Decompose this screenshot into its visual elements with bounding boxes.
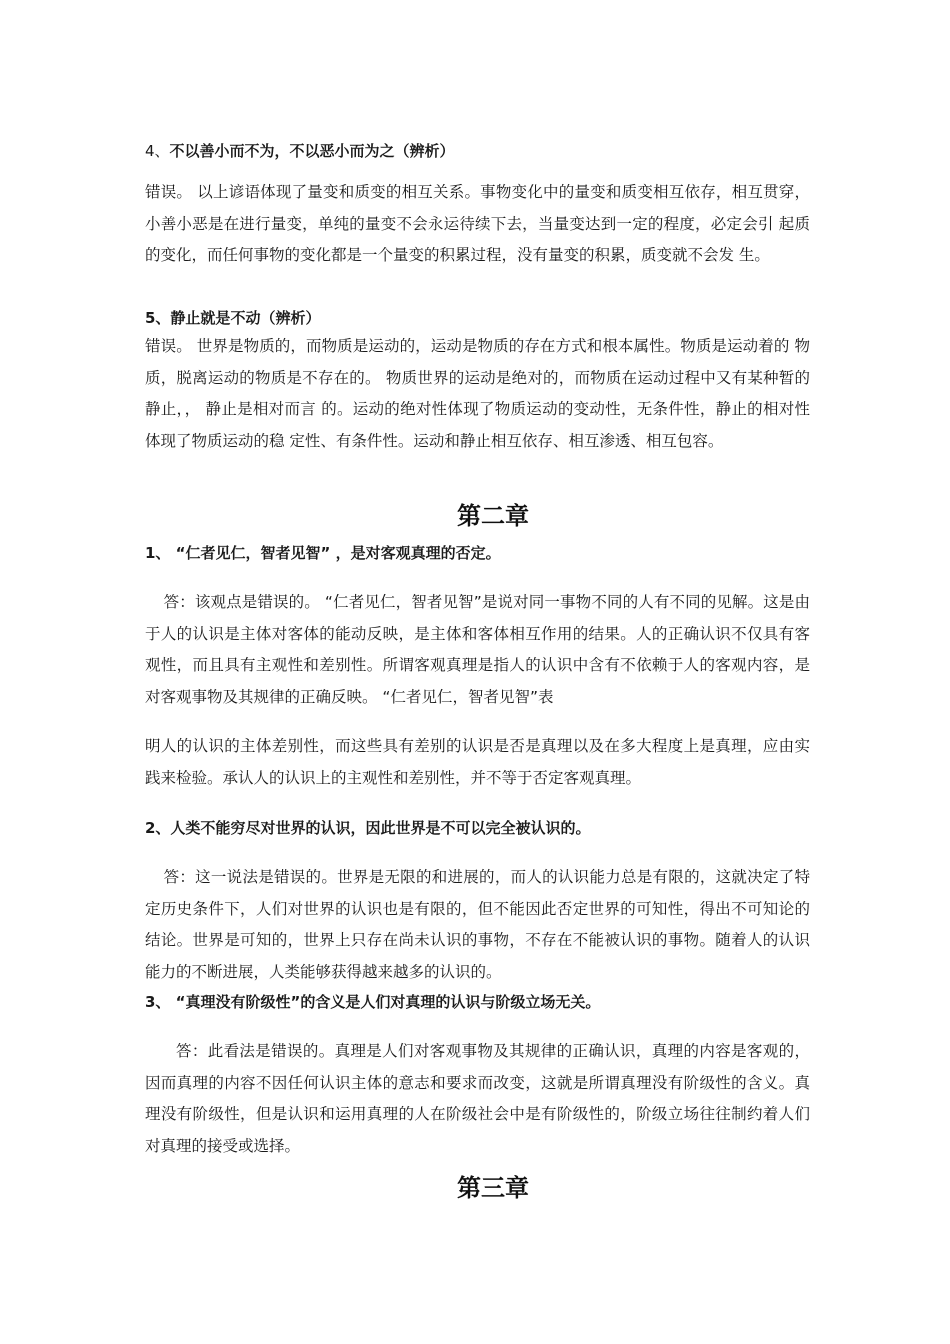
question-4-text: 不以善小而不为，不以恶小而为之（辨析） (169, 142, 455, 160)
chapter-2-question-3-answer: 答：此看法是错误的。真理是人们对客观事物及其规律的正确认识，真理的内容是客观的，因而真理的内容不因任何认识主体的意志和要求而改变，这就是所谓真理没有阶级性的含义。真理没有阶级性，但是认识和运用真理的人在阶级社会中是有阶级性的，阶级立场往往制约着人们对真理的接受或选择。 (145, 1042, 810, 1155)
question-4-answer: 错误。 以上谚语体现了量变和质变的相互关系。事物变化中的量变和质变相互依存，相互贯穿， 小善小恶是在进行量变，单纯的量变不会永运待续下去，当量变达到一定的程度，必定会引 起质的变化，而任何事物的变化都是一个量变的积累过程，没有量变的积累，质变就不会发 生。 (145, 183, 810, 264)
chapter-2-question-2-title: 2、人类不能穷尽对世界的认识，因此世界是不可以完全被认识的。 (145, 819, 591, 837)
chapter-2-question-1-title: 1、 “仁者见仁，智者见智” ，是对客观真理的否定。 (145, 544, 501, 562)
chapter-2-heading: 第二章 (457, 502, 529, 530)
question-5-answer: 错误。 世界是物质的，而物质是运动的，运动是物质的存在方式和根本属性。物质是运动着的 物质，脱离运动的物质是不存在的。 物质世界的运动是绝对的，而物质在运动过程中又有某种暂的静止，， 静止是相对而言 的。运动的绝对性体现了物质运动的变动性，无条件性，静止的相对性体现了物质运动的稳 定性、有条件性。运动和静止相互依存、相互渗透、相互包容。 (145, 337, 810, 450)
chapter-2-question-3-title: 3、 “真理没有阶级性”的含义是人们对真理的认识与阶级立场无关。 (145, 993, 601, 1011)
chapter-3-heading: 第三章 (457, 1174, 529, 1202)
question-4-number: 4、 (145, 142, 170, 160)
chapter-2-question-2-answer: 答：这一说法是错误的。世界是无限的和进展的，而人的认识能力总是有限的，这就决定了特定历史条件下，人们对世界的认识也是有限的，但不能因此否定世界的可知性，得出不可知论的结论。世界是可知的，世界上只存在尚未认识的事物，不存在不能被认识的事物。随着人的认识能力的不断进展，人类能够获得越来越多的认识的。 (145, 868, 810, 981)
question-5-title: 5、静止就是不动（辨析） (145, 309, 321, 327)
question-4-title (145, 139, 810, 163)
chapter-2-question-1-answer-part-1: 答：该观点是错误的。 “仁者见仁，智者见智”是说对同一事物不同的人有不同的见解。这是由于人的认识是主体对客体的能动反映，是主体和客体相互作用的结果。人的正确认识不仅具有客观性，而且具有主观性和差别性。所谓客观真理是指人的认识中含有不依赖于人的客观内容，是对客观事物及其规律的正确反映。 “仁者见仁，智者见智”表 (145, 593, 810, 706)
chapter-2-question-1-answer-part-2: 明人的认识的主体差别性，而这些具有差别的认识是否是真理以及在多大程度上是真理，应由实践来检验。承认人的认识上的主观性和差别性，并不等于否定客观真理。 (145, 737, 810, 787)
